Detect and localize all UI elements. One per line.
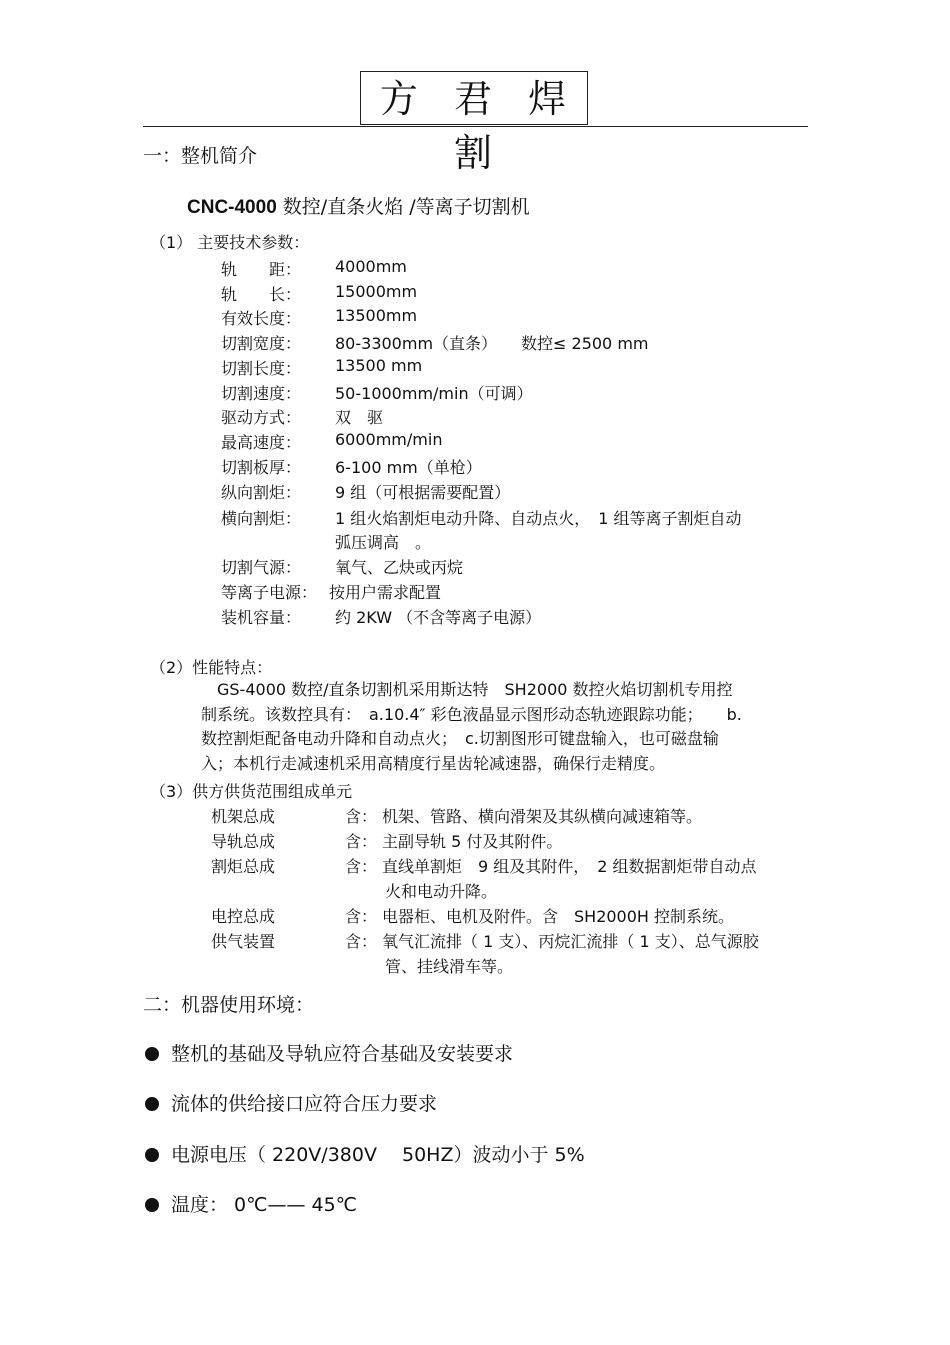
spec-value: 按用户需求配置 xyxy=(329,583,442,602)
supply-unit-desc: 火和电动升降。 xyxy=(385,882,498,901)
supply-unit-name: 电控总成 xyxy=(211,907,276,926)
spec-value: 13500 mm xyxy=(335,356,423,375)
spec-value: 弧压调高 。 xyxy=(335,533,432,552)
spec-value: 氧气、乙炔或丙烷 xyxy=(335,558,464,577)
supply-unit-desc: 管、挂线滑车等。 xyxy=(385,957,514,976)
environment-item: 电源电压（ 220V/380V 50HZ）波动小于 5% xyxy=(145,1140,585,1167)
spec-label: 切割气源： xyxy=(221,558,302,577)
supply-unit-name: 供气装置 xyxy=(211,932,276,951)
supply-unit-prefix: 含： xyxy=(345,932,378,951)
features-heading: （2）性能特点： xyxy=(150,658,273,677)
spec-value: 50-1000mm/min（可调） xyxy=(335,384,533,403)
spec-label: 切割板厚： xyxy=(221,458,302,477)
spec-label: 驱动方式： xyxy=(221,408,302,427)
spec-label: 切割宽度： xyxy=(221,334,302,353)
bullet-icon xyxy=(145,1198,159,1212)
supply-unit-name: 机架总成 xyxy=(211,807,276,826)
supply-unit-desc: 氧气汇流排（ 1 支）、丙烷汇流排（ 1 支）、总气源胶 xyxy=(382,932,759,951)
spec-value: 6-100 mm（单枪） xyxy=(335,458,482,477)
section1-heading: 一：整机简介 xyxy=(143,145,258,167)
supply-unit-prefix: 含： xyxy=(345,832,378,851)
supply-unit-prefix: 含： xyxy=(345,857,378,876)
environment-item: 温度： 0℃—— 45℃ xyxy=(145,1190,357,1217)
features-line: 制系统。该数控具有： a.10.4″ 彩色液晶显示图形动态轨迹跟踪功能； b. xyxy=(201,704,742,724)
spec-value: 80-3300mm（直条） 数控≤ 2500 mm xyxy=(335,334,649,353)
supply-heading: （3）供方供货范围组成单元 xyxy=(150,782,353,801)
supply-unit-prefix: 含： xyxy=(345,907,378,926)
model-title xyxy=(187,192,530,219)
supply-unit-prefix: 含： xyxy=(345,807,378,826)
model-description: 数控/直条火焰 /等离子切割机 xyxy=(276,196,530,218)
spec-heading: （1） 主要技术参数： xyxy=(150,233,310,252)
spec-label: 轨 距： xyxy=(221,260,302,279)
spec-label: 轨 长： xyxy=(221,285,302,304)
supply-unit-desc: 电器柜、电机及附件。含 SH2000H 控制系统。 xyxy=(382,907,735,926)
spec-value: 15000mm xyxy=(335,282,418,301)
spec-value: 13500mm xyxy=(335,306,418,325)
supply-unit-name: 割炬总成 xyxy=(211,857,276,876)
model-code: CNC-4000 xyxy=(187,197,277,218)
spec-value: 9 组（可根据需要配置） xyxy=(335,483,511,502)
supply-unit-desc: 主副导轨 5 付及其附件。 xyxy=(382,832,563,851)
environment-item: 整机的基础及导轨应符合基础及安装要求 xyxy=(145,1039,513,1066)
section2-heading: 二：机器使用环境： xyxy=(143,994,315,1016)
bullet-icon xyxy=(145,1148,159,1162)
features-line: GS-4000 数控/直条切割机采用斯达特 SH2000 数控火焰切割机专用控 xyxy=(201,680,733,699)
features-line: 数控割炬配备电动升降和自动点火； c.切割图形可键盘输入，也可磁盘输 xyxy=(201,729,719,748)
features-line: 入；本机行走减速机采用高精度行星齿轮减速器，确保行走精度。 xyxy=(201,753,666,773)
spec-label: 装机容量： xyxy=(221,608,302,627)
bullet-icon xyxy=(145,1097,159,1111)
supply-unit-desc: 机架、管路、横向滑架及其纵横向减速箱等。 xyxy=(382,807,703,826)
spec-label: 最高速度： xyxy=(221,433,302,452)
spec-label: 切割长度： xyxy=(221,359,302,378)
title-underline xyxy=(143,126,808,127)
spec-label: 有效长度： xyxy=(221,309,302,328)
environment-item: 流体的供给接口应符合压力要求 xyxy=(145,1089,437,1116)
spec-label: 切割速度： xyxy=(221,384,302,403)
supply-unit-desc: 直线单割炬 9 组及其附件， 2 组数据割炬带自动点 xyxy=(382,857,757,876)
spec-value: 4000mm xyxy=(335,257,407,276)
supply-unit-name: 导轨总成 xyxy=(211,832,276,851)
spec-label: 横向割炬： xyxy=(221,509,302,528)
features-paragraph xyxy=(201,678,742,776)
spec-label: 等离子电源： xyxy=(221,583,318,602)
document-title: 方 君 焊 割 xyxy=(360,71,588,125)
spec-value: 6000mm/min xyxy=(335,430,443,449)
spec-value: 双 驱 xyxy=(335,408,384,427)
bullet-icon xyxy=(145,1047,159,1061)
spec-value: 1 组火焰割炬电动升降、自动点火， 1 组等离子割炬自动 xyxy=(335,509,742,528)
spec-label: 纵向割炬： xyxy=(221,483,302,502)
spec-value: 约 2KW （不含等离子电源） xyxy=(335,608,542,627)
